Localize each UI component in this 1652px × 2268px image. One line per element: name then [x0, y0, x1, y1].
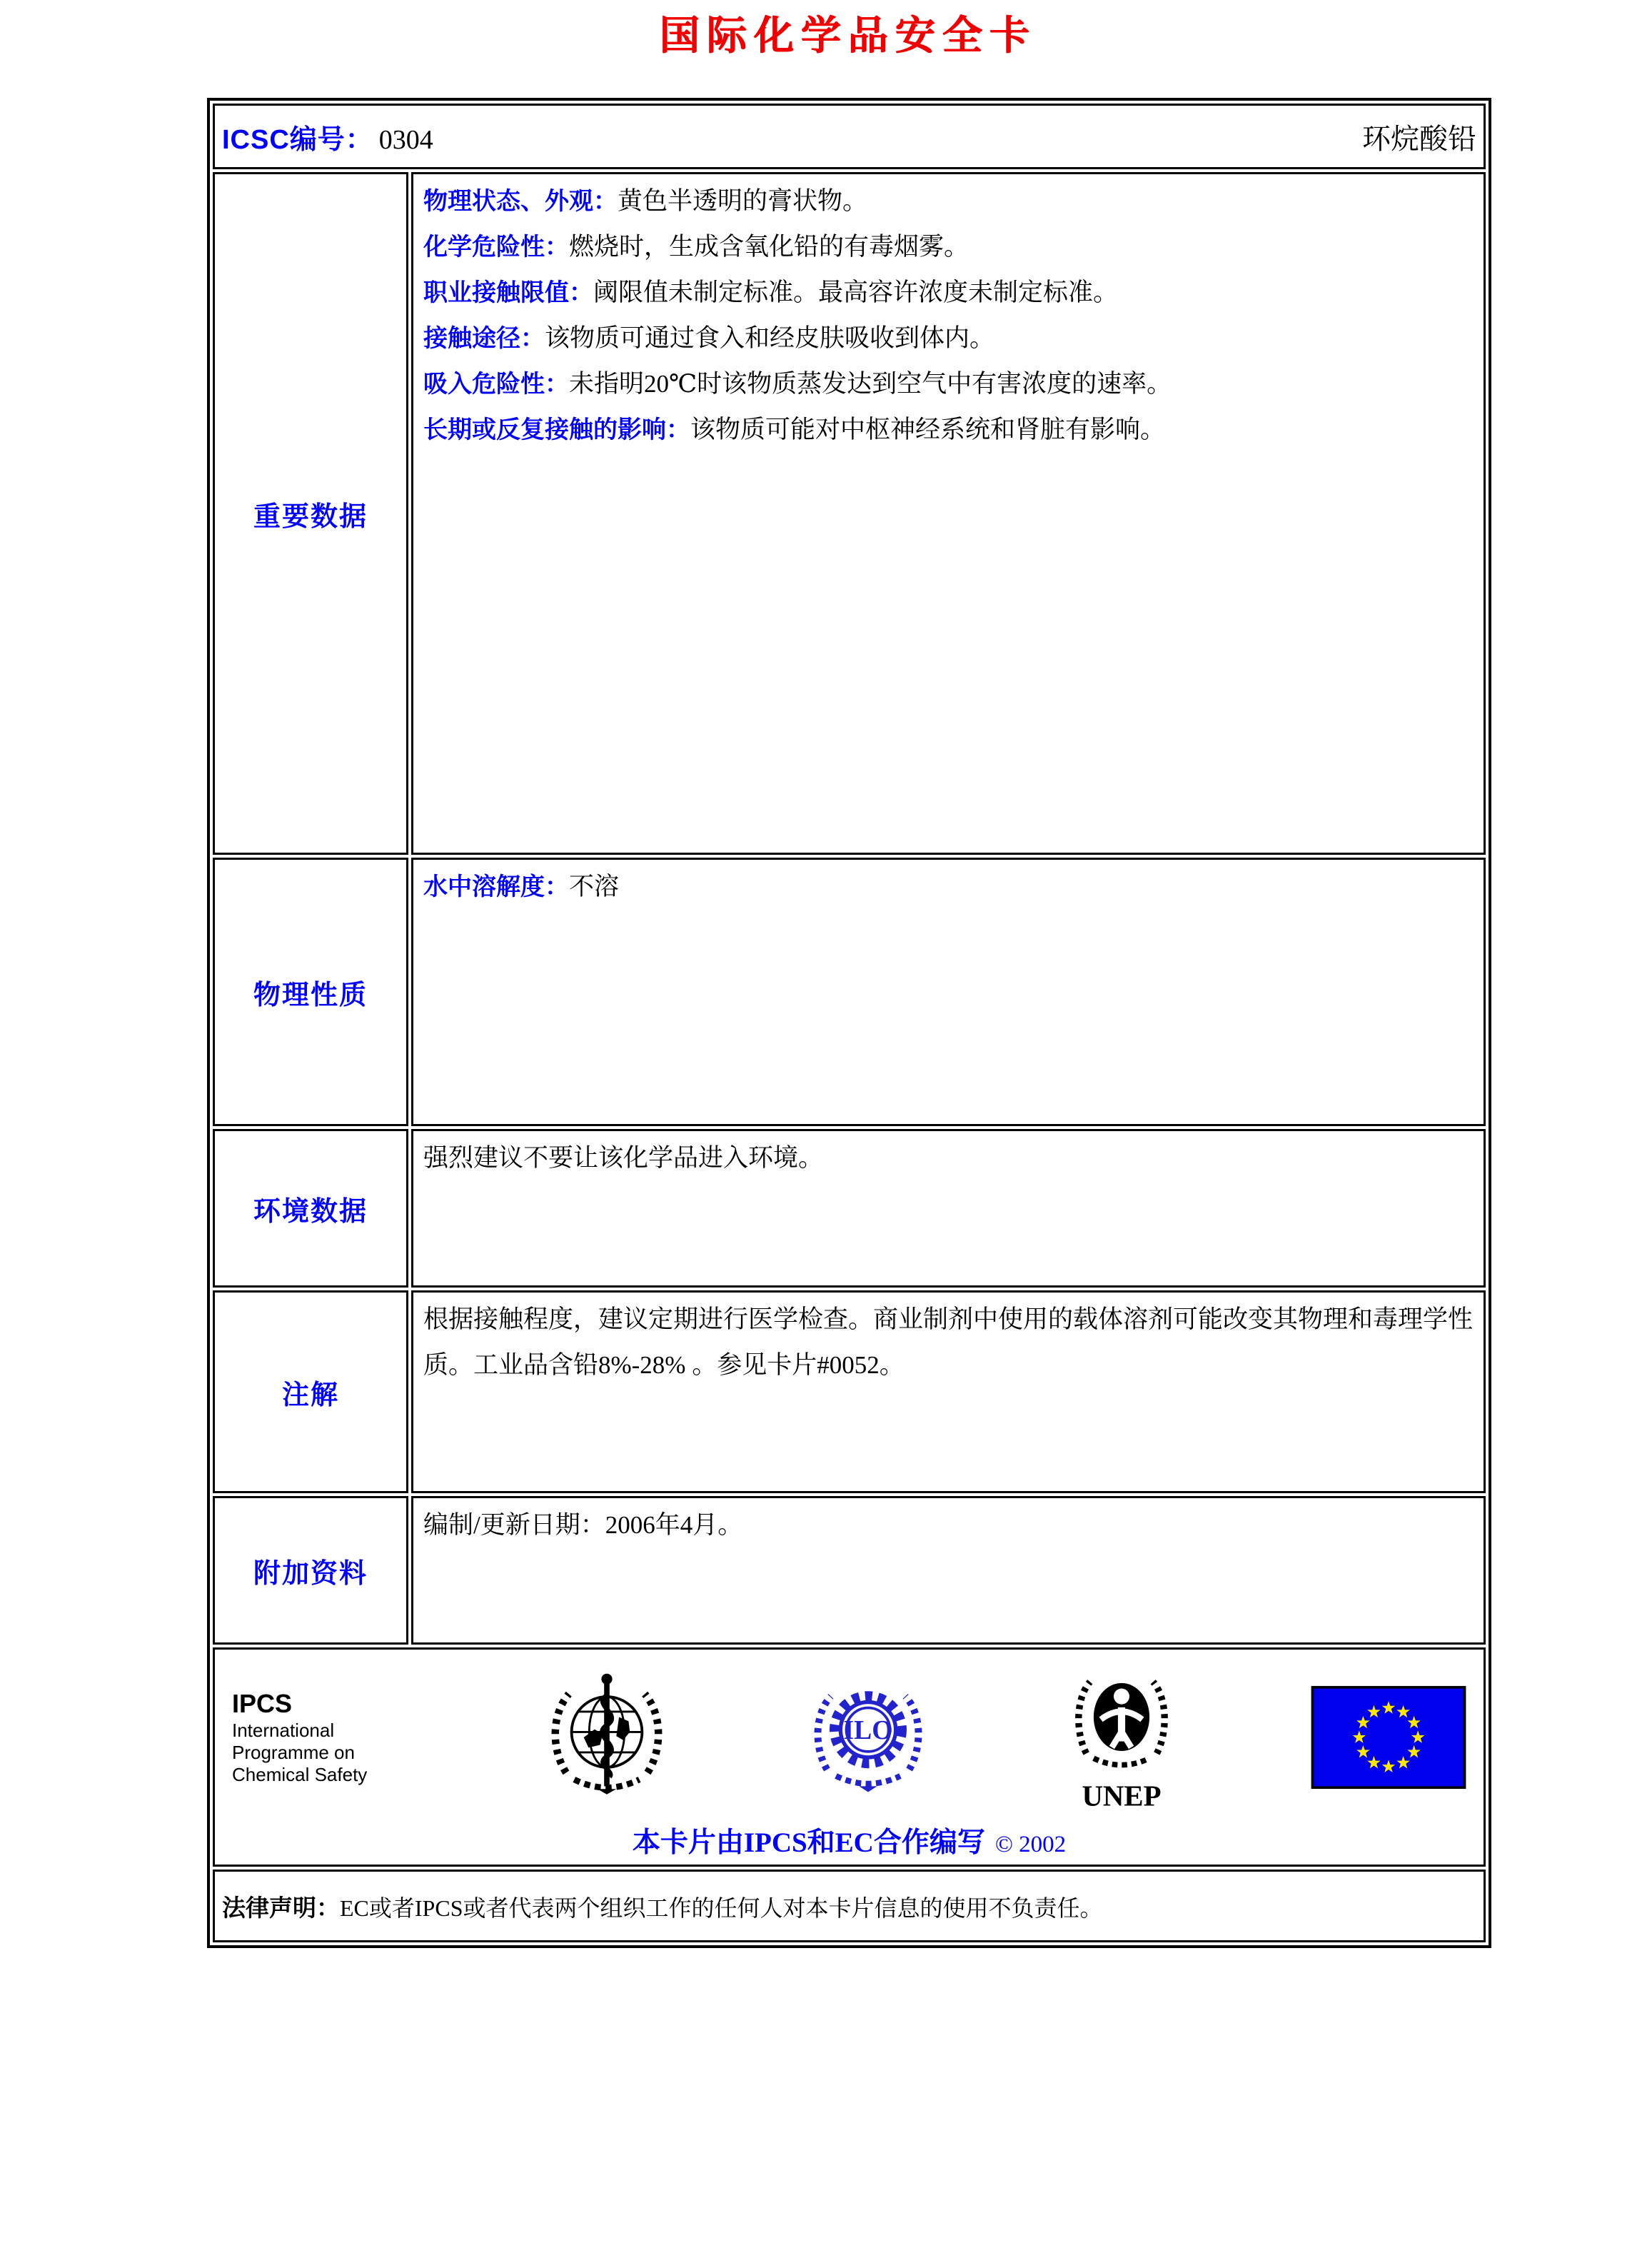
section-label-important-data: 重要数据	[213, 172, 408, 855]
section-label-physical-properties: 物理性质	[213, 858, 408, 1126]
credit-line	[232, 1820, 1466, 1860]
icsc-number-group	[222, 117, 433, 156]
ipcs-text-block	[232, 1688, 411, 1786]
ipcs-subtitle-line: Chemical Safety	[232, 1764, 368, 1785]
field-label: 吸入危险性：	[423, 371, 569, 398]
section-label-notes: 注解	[213, 1290, 408, 1493]
credit-year: © 2002	[994, 1832, 1067, 1857]
section-content-important-data	[411, 172, 1486, 855]
header-row	[213, 104, 1486, 169]
important-data-line	[423, 270, 1474, 316]
field-label: 接触途径：	[423, 325, 545, 352]
eu-flag-icon	[1311, 1685, 1466, 1790]
section-label-environmental-data: 环境数据	[213, 1129, 408, 1288]
unep-caption: UNEP	[1082, 1780, 1162, 1812]
field-value: 阈限值未制定标准。最高容许浓度未制定标准。	[593, 279, 1119, 306]
icsc-card	[207, 98, 1491, 1948]
important-data-line	[423, 179, 1474, 224]
field-value: 不溶	[569, 873, 620, 900]
field-value: 该物质可能对中枢神经系统和肾脏有影响。	[690, 416, 1166, 443]
ipcs-subtitle-line: Programme on	[232, 1742, 355, 1763]
field-value: 根据接触程度，建议定期进行医学检查。商业制剂中使用的载体溶剂可能改变其物理和毒理学性质。工业品含铅8%-28% 。参见卡片#0052。	[423, 1305, 1474, 1379]
additional-info-line	[423, 1502, 1474, 1548]
important-data-line	[423, 407, 1474, 453]
ilo-letters: ILO	[842, 1715, 893, 1745]
section-label-additional-info: 附加资料	[213, 1496, 408, 1645]
page-title: 国际化学品安全卡	[659, 12, 1037, 59]
credit-text: 本卡片由IPCS和EC合作编写	[632, 1827, 985, 1858]
field-value: 该物质可通过食入和经皮肤吸收到体内。	[545, 324, 995, 352]
ilo-logo-icon	[804, 1673, 932, 1802]
physical-properties-line	[423, 864, 1474, 910]
field-label: 长期或反复接触的影响：	[423, 416, 690, 443]
section-content-environmental-data	[411, 1129, 1486, 1288]
field-label: 物理状态、外观：	[423, 188, 618, 215]
important-data-line	[423, 316, 1474, 361]
field-label: 编制/更新日期：	[423, 1511, 605, 1539]
icsc-number-value: 0304	[378, 124, 433, 155]
field-label: 水中溶解度：	[423, 873, 569, 900]
field-value: 黄色半透明的膏状物。	[618, 187, 868, 215]
legal-row	[213, 1870, 1486, 1942]
field-value: 强烈建议不要让该化学品进入环境。	[423, 1144, 824, 1172]
notes-line	[423, 1297, 1474, 1388]
ipcs-title: IPCS	[232, 1689, 293, 1718]
icsc-table	[210, 101, 1489, 1945]
field-label: 化学危险性：	[423, 234, 569, 261]
section-content-additional-info	[411, 1496, 1486, 1645]
logo-row	[232, 1657, 1466, 1817]
field-value: 未指明20℃时该物质蒸发达到空气中有害浓度的速率。	[569, 370, 1172, 398]
important-data-line	[423, 361, 1474, 407]
field-value: 燃烧时，生成含氧化铅的有毒烟雾。	[569, 233, 969, 261]
field-value: 2006年4月。	[605, 1511, 743, 1539]
environmental-data-line	[423, 1135, 1474, 1181]
section-content-notes	[411, 1290, 1486, 1493]
legal-label: 法律声明：	[222, 1894, 340, 1921]
icsc-number-label: ICSC编号：	[222, 124, 373, 155]
ipcs-subtitle-line: International	[232, 1720, 335, 1741]
who-logo-icon	[539, 1670, 675, 1805]
unep-logo-icon	[1061, 1657, 1182, 1817]
important-data-line	[423, 224, 1474, 270]
field-label: 职业接触限值：	[423, 279, 593, 306]
chemical-name: 环烷酸铅	[1362, 122, 1476, 155]
legal-text: EC或者IPCS或者代表两个组织工作的任何人对本卡片信息的使用不负责任。	[340, 1895, 1103, 1921]
section-content-physical-properties	[411, 858, 1486, 1126]
footer-row	[213, 1647, 1486, 1867]
